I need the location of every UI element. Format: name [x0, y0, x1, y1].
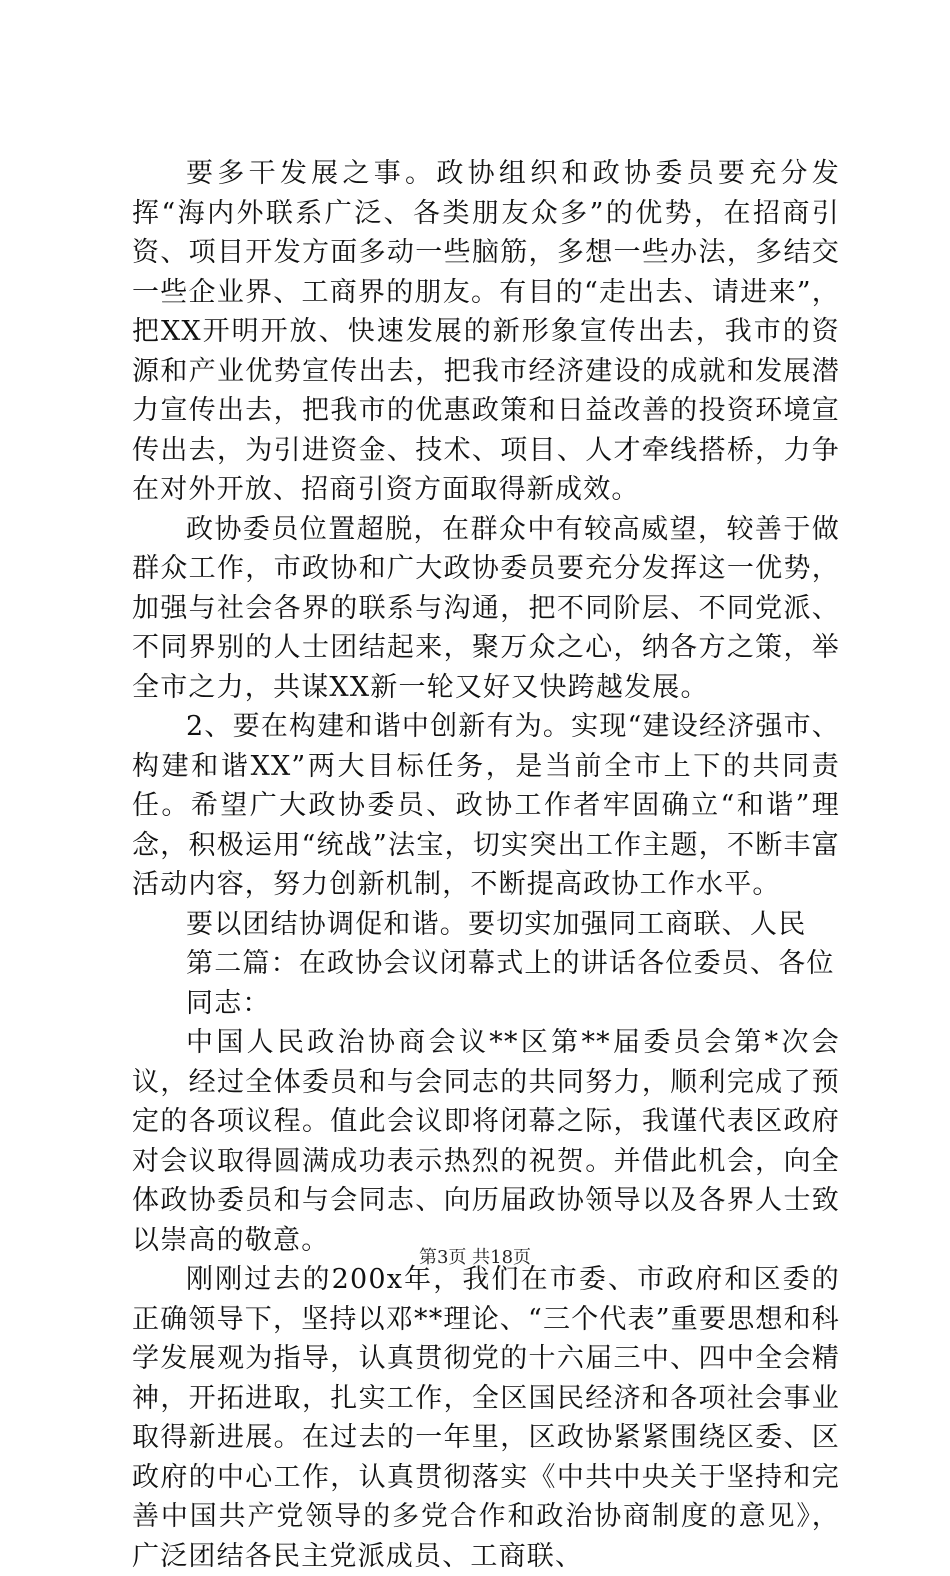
paragraph-8: 刚刚过去的200x年，我们在市委、市政府和区委的正确领导下，坚持以邓**理论、“三个代表”重要思想和科学发展观为指导，认真贯彻党的十六届三中、四中全会精神，开拓进取，扎实工作，全区国民经济和各项社会事业取得新进展。在过去的一年里，区政协紧紧围绕区委、区政府的中心工作，认真贯彻落实《中共中央关于坚持和完善中国共产党领导的多党合作和政治协商制度的意见》，广泛团结各民主党派成员、工商联、 — [132, 1264, 841, 1572]
paragraph-2: 政协委员位置超脱，在群众中有较高威望，较善于做群众工作，市政协和广大政协委员要充分发挥这一优势，加强与社会各界的联系与沟通，把不同阶层、不同党派、不同界别的人士团结起来，聚万众之心，纳各方之策，举全市之力，共谋XX新一轮又好又快跨越发展。 — [132, 513, 840, 703]
page-number-footer: 第3页 共18页 — [418, 1247, 532, 1268]
paragraph-5-heading: 第二篇：在政协会议闭幕式上的讲话各位委员、各位 — [186, 948, 835, 979]
paragraph-7: 中国人民政治协商会议**区第**届委员会第*次会议，经过全体委员和与会同志的共同努力，顺利完成了预定的各项议程。值此会议即将闭幕之际，我谨代表区政府对会议取得圆满成功表示热烈的祝贺。并借此机会，向全体政协委员和与会同志、向历届政协领导以及各界人士致以崇高的敬意。 — [132, 1027, 840, 1256]
paragraph-3: 2、要在构建和谐中创新有为。实现“建设经济强市、构建和谐XX”两大目标任务，是当前全市上下的共同责任。希望广大政协委员、政协工作者牢固确立“和谐”理念，积极运用“统战”法宝，切实突出工作主题，不断丰富活动内容，努力创新机制，不断提高政协工作水平。 — [132, 711, 840, 900]
paragraph-1: 要多干发展之事。政协组织和政协委员要充分发挥“海内外联系广泛、各类朋友众多”的优势，在招商引资、项目开发方面多动一些脑筋，多想一些办法，多结交一些企业界、工商界的朋友。有目的“走出去、请进来”，把XX开明开放、快速发展的新形象宣传出去，我市的资源和产业优势宣传出去，把我市经济建设的成就和发展潜力宣传出去，把我市的优惠政策和日益改善的投资环境宣传出去，为引进资金、技术、项目、人才牵线搭桥，力争在对外开放、招商引资方面取得新成效。 — [132, 158, 840, 505]
paragraph-6-salutation: 同志： — [186, 987, 271, 1019]
paragraph-4: 要以团结协调促和谐。要切实加强同工商联、人民 — [186, 908, 807, 940]
document-body — [132, 154, 840, 1576]
